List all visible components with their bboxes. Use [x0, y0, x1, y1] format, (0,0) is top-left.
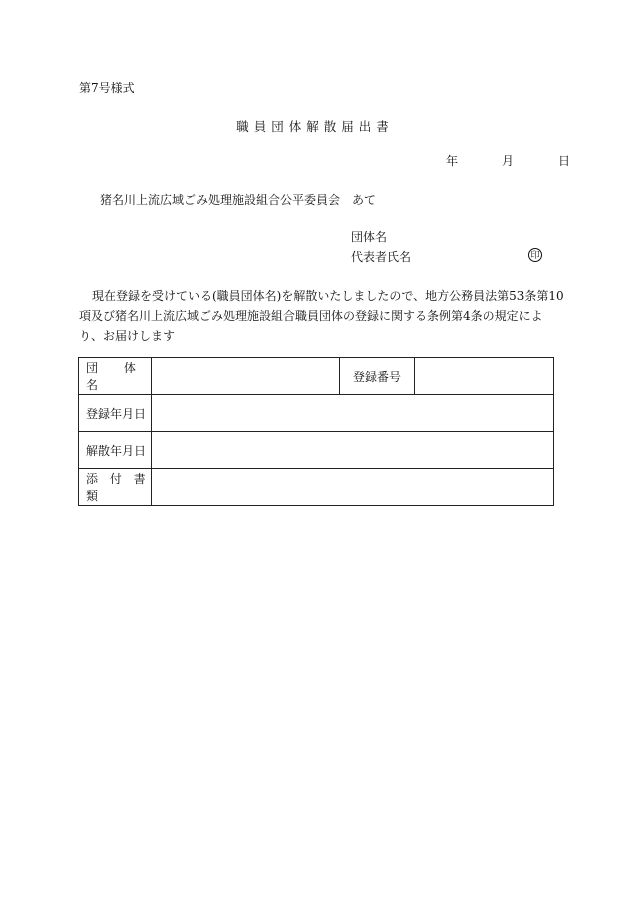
date-year-label: 年 [446, 154, 459, 168]
date-day-label: 日 [558, 154, 571, 168]
dissolution-date-value-cell[interactable] [152, 432, 554, 469]
document-title: 職員団体解散届出書 [236, 119, 394, 134]
applicant-org-name-label: 団体名 [351, 230, 388, 244]
registration-date-value-cell[interactable] [152, 395, 554, 432]
registration-date-label-cell: 登録年月日 [79, 395, 152, 432]
addressee: 猪名川上流広域ごみ処理施設組合公平委員会 あて [100, 193, 377, 207]
org-name-value-cell[interactable] [152, 358, 340, 395]
seal-mark: 印 [528, 248, 542, 262]
dissolution-form-table [78, 357, 554, 506]
date-line [446, 153, 570, 169]
table-row-registration-date [79, 395, 554, 432]
body-paragraph [79, 286, 564, 346]
org-name-label-cell: 団 体 名 [79, 358, 152, 395]
table-row-dissolution-date [79, 432, 554, 469]
dissolution-date-label-cell: 解散年月日 [79, 432, 152, 469]
body-line-2: 項及び猪名川上流広域ごみ処理施設組合職員団体の登録に関する条例第4条の規定によ [79, 309, 543, 323]
body-line-3: り、お届けします [79, 329, 176, 343]
attachments-label-cell: 添 付 書 類 [79, 469, 152, 506]
attachments-value-cell[interactable] [152, 469, 554, 506]
registration-number-label-cell: 登録番号 [340, 358, 415, 395]
form-number: 第7号様式 [79, 81, 135, 95]
table-row-attachments [79, 469, 554, 506]
applicant-representative-label: 代表者氏名 [351, 250, 412, 264]
table-row-org-name [79, 358, 554, 395]
body-line-1: 現在登録を受けている(職員団体名)を解散いたしましたので、地方公務員法第53条第10 [92, 289, 564, 303]
registration-number-value-cell[interactable] [415, 358, 554, 395]
date-month-label: 月 [502, 154, 515, 168]
